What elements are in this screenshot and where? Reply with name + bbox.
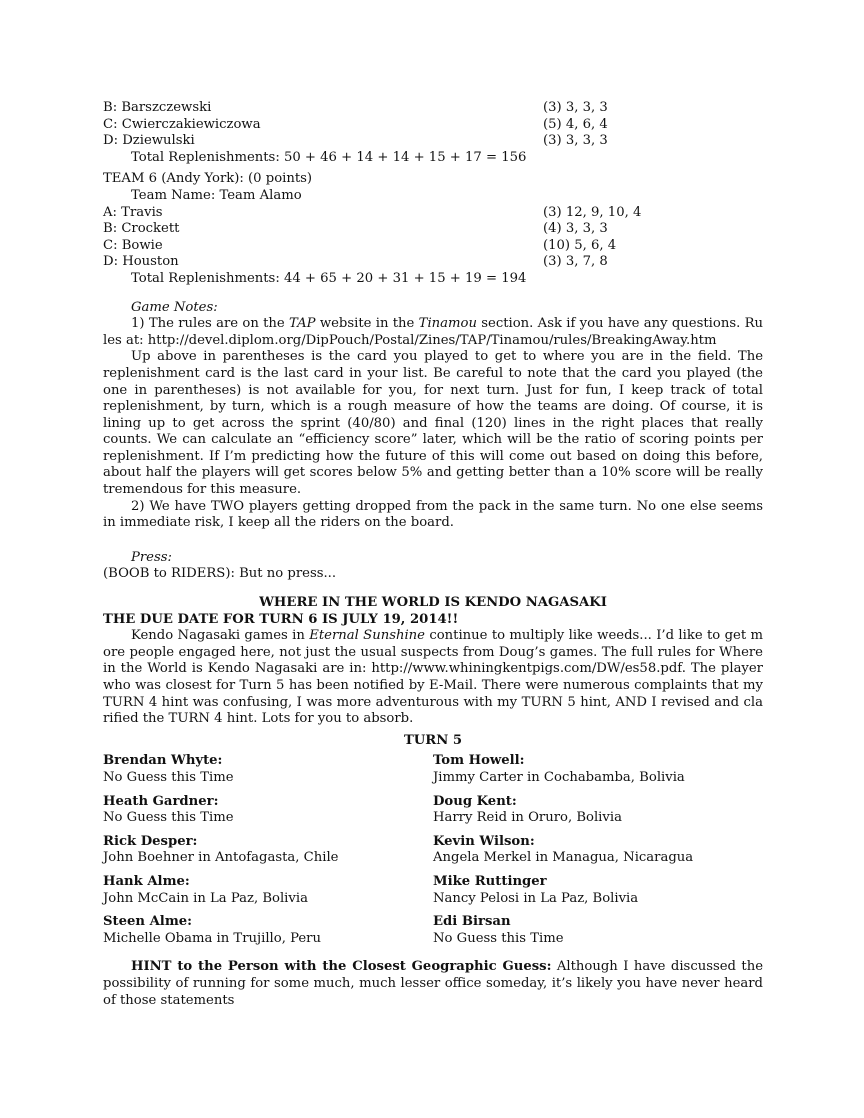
game-note-2: 2) We have TWO players getting dropped from the pack in the same turn. No one else seems in immediate risk, I keep all the riders on the board. <box>103 498 763 531</box>
rider-label: B: Barszczewski <box>103 100 212 115</box>
team6-block <box>103 171 763 287</box>
note-text: website in the <box>315 316 419 332</box>
guess-entry <box>103 753 433 786</box>
guess-entry <box>433 914 763 947</box>
team5-total: Total Replenishments: 50 + 46 + 14 + 14 + 15 + 17 = 156 <box>131 149 527 165</box>
hint-paragraph <box>103 959 763 1009</box>
press-line: (BOOB to RIDERS): But no press... <box>103 566 337 582</box>
intro-text: Kendo Nagasaki games in <box>131 628 310 644</box>
guess-entry <box>103 794 433 827</box>
player-name: Heath Gardner: <box>103 793 219 809</box>
rider-cards: (10) 5, 6, 4 <box>543 237 617 253</box>
team6-header: TEAM 6 (Andy York): (0 points) <box>103 171 313 187</box>
guess-entry <box>433 834 763 867</box>
rider-label: B: Crockett <box>103 221 180 237</box>
section-title: WHERE IN THE WORLD IS KENDO NAGASAKI <box>259 595 607 611</box>
rider-row <box>103 117 763 134</box>
game-note-1 <box>103 316 763 349</box>
rider-cards: (5) 4, 6, 4 <box>543 116 608 132</box>
rider-label: D: Houston <box>103 254 179 270</box>
player-name: Doug Kent: <box>433 793 517 809</box>
player-guess: Jimmy Carter in Cochabamba, Bolivia <box>433 769 685 785</box>
player-guess: John McCain in La Paz, Bolivia <box>103 890 308 906</box>
rider-cards: (3) 3, 3, 3 <box>543 133 608 149</box>
turn-title: TURN 5 <box>403 732 463 748</box>
due-date: THE DUE DATE FOR TURN 6 IS JULY 19, 2014!! <box>103 611 459 627</box>
rider-cards: (3) 12, 9, 10, 4 <box>543 204 642 220</box>
rider-row <box>103 238 763 255</box>
guess-entry <box>433 753 763 786</box>
player-name: Edi Birsan <box>433 914 511 930</box>
hint-text: Although I have discussed the possibility of running for some much, much lesser office someday, it’s likely you have never heard of those statements <box>103 959 763 1008</box>
press-title: Press: <box>131 549 172 565</box>
team6-name: Team Name: Team Alamo <box>131 187 302 203</box>
team5-rider-list <box>103 100 763 166</box>
player-guess: Harry Reid in Oruro, Bolivia <box>433 810 622 826</box>
guess-entry <box>103 874 433 907</box>
guess-grid <box>103 753 763 947</box>
player-name: Kevin Wilson: <box>433 833 535 849</box>
player-name: Tom Howell: <box>433 753 525 769</box>
kendo-intro <box>103 628 763 728</box>
rider-label: A: Travis <box>103 204 163 220</box>
zine-name: Eternal Sunshine <box>309 628 425 644</box>
rider-row <box>103 100 763 117</box>
game-notes-title: Game Notes: <box>131 299 218 315</box>
rider-row <box>103 254 763 271</box>
player-name: Steen Alme: <box>103 914 193 930</box>
rider-row <box>103 221 763 238</box>
player-guess: No Guess this Time <box>103 769 234 785</box>
player-guess: John Boehner in Antofagasta, Chile <box>103 850 339 866</box>
guess-entry <box>103 914 433 947</box>
rider-row <box>103 205 763 222</box>
player-name: Rick Desper: <box>103 833 198 849</box>
player-name: Mike Ruttinger <box>433 873 547 889</box>
player-name: Brendan Whyte: <box>103 753 223 769</box>
player-name: Hank Alme: <box>103 873 190 889</box>
note-text: section. Ask if you have any questions. Rules at: http://devel.diplom.org/DipPouch/Postal/Zines/TAP/Tinamou/rules/BreakingAway.htm <box>103 316 763 348</box>
player-guess: Angela Merkel in Managua, Nicaragua <box>433 850 694 866</box>
rider-label: D: Dziewulski <box>103 133 195 149</box>
document-page <box>103 100 763 1009</box>
team6-total: Total Replenishments: 44 + 65 + 20 + 31 + 15 + 19 = 194 <box>131 270 527 286</box>
player-guess: No Guess this Time <box>103 810 234 826</box>
guess-entry <box>433 794 763 827</box>
press-section <box>103 550 763 583</box>
player-guess: No Guess this Time <box>433 930 564 946</box>
game-notes <box>103 300 763 532</box>
kendo-section <box>103 595 763 1009</box>
rider-cards: (3) 3, 3, 3 <box>543 100 608 115</box>
rider-cards: (4) 3, 3, 3 <box>543 221 608 237</box>
tap-name: TAP <box>289 316 316 332</box>
intro-text: continue to multiply like weeds... I’d like to get more people engaged here, not just the usual suspects from Doug’s games. The full rules for Where in the World is Kendo Nagasaki are in: http://www.whiningkentpigs.com/DW/es58.pdf. The player who was closest for Turn 5 has been notified by E-Mail. There were numerous complaints that my TURN 4 hint was confusing, I was more adventurous with my TURN 5 hint, AND I revised and clarified the TURN 4 hint. Lots for you to absorb. <box>103 628 763 727</box>
hint-label: HINT to the Person with the Closest Geographic Guess: <box>131 959 552 975</box>
rider-label: C: Cwierczakiewiczowa <box>103 116 261 132</box>
rider-cards: (3) 3, 7, 8 <box>543 254 608 270</box>
player-guess: Michelle Obama in Trujillo, Peru <box>103 930 321 946</box>
game-note-paragraph: Up above in parentheses is the card you played to get to where you are in the field. The replenishment card is the last card in your list. Be careful to note that the card you played (the one in parentheses) is not available for you, for next turn. Just for fun, I keep track of total replenishment, by turn, which is a rough measure of how the teams are doing. Of course, it is lining up to get across the sprint (40/80) and final (120) lines in the right places that really counts. We can calculate an “efficiency score” later, which will be the ratio of scoring points per replenishment. If I’m predicting how the future of this will come out based on doing this before, about half the players will get scores below 5% and getting better than a 10% score will be really tremendous for this measure. <box>103 349 763 498</box>
tinamou-name: Tinamou <box>418 316 477 332</box>
guess-entry <box>103 834 433 867</box>
guess-entry <box>433 874 763 907</box>
rider-row <box>103 133 763 150</box>
rider-label: C: Bowie <box>103 237 163 253</box>
player-guess: Nancy Pelosi in La Paz, Bolivia <box>433 890 639 906</box>
note-text: 1) The rules are on the <box>131 316 290 332</box>
